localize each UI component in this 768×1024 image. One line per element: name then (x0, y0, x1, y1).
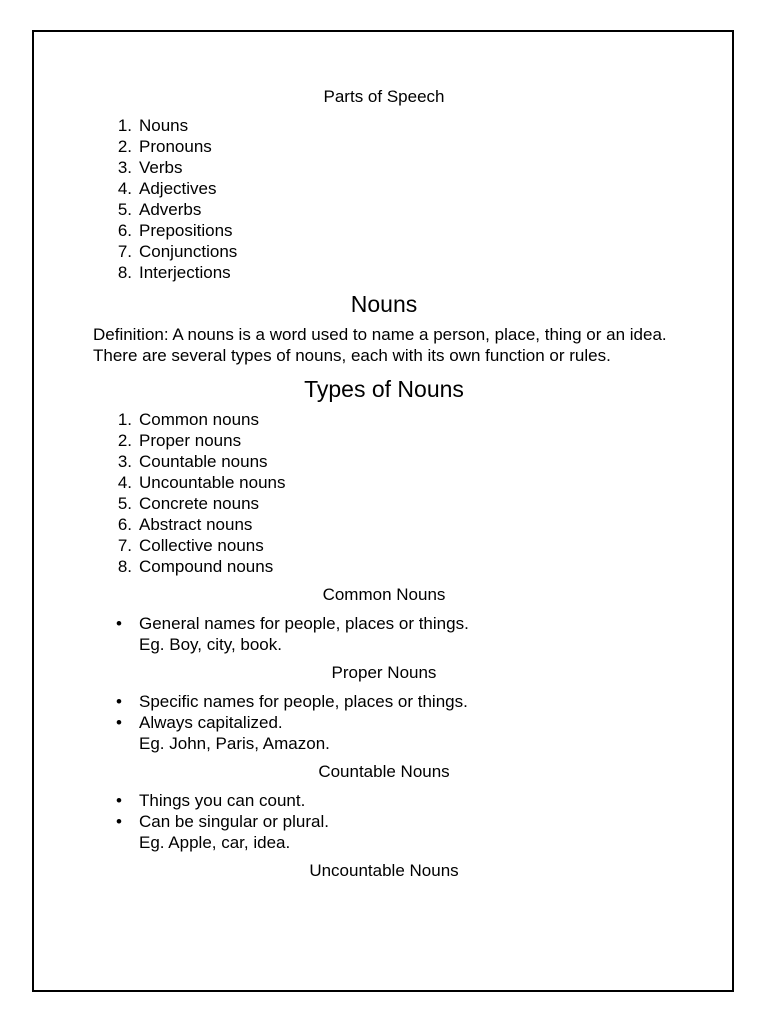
list-item: 5. Concrete nouns (117, 494, 260, 513)
list-item: 2. Pronouns (117, 137, 212, 156)
common-nouns-list (93, 613, 675, 634)
document-content (93, 84, 675, 883)
bullet-icon: • (116, 791, 122, 810)
list-item: • Can be singular or plural. (116, 812, 329, 831)
nouns-definition: Definition: A nouns is a word used to name a person, place, thing or an idea. There are several types of nouns, each with its own function or rules. (93, 325, 667, 365)
countable-nouns-title: Countable Nouns (318, 762, 450, 781)
list-item: 8. Compound nouns (117, 557, 274, 576)
list-item: 6. Abstract nouns (117, 515, 253, 534)
parts-of-speech-list (93, 115, 675, 283)
types-of-nouns-list (93, 409, 675, 577)
list-item: • Always capitalized. (116, 713, 283, 732)
parts-of-speech-title: Parts of Speech (323, 87, 445, 106)
common-nouns-example: Eg. Boy, city, book. (139, 635, 282, 654)
bullet-icon: • (116, 812, 122, 831)
countable-nouns-example: Eg. Apple, car, idea. (139, 833, 291, 852)
list-item: 8. Interjections (117, 263, 231, 282)
list-item: 5. Adverbs (117, 200, 202, 219)
nouns-heading: Nouns (350, 291, 418, 317)
list-item: • Specific names for people, places or things. (116, 692, 468, 711)
list-item: • Things you can count. (116, 791, 306, 810)
proper-nouns-list (93, 691, 675, 733)
uncountable-nouns-title: Uncountable Nouns (309, 861, 459, 880)
list-item: 1. Common nouns (117, 410, 260, 429)
types-of-nouns-heading: Types of Nouns (304, 376, 464, 402)
bullet-icon: • (116, 692, 122, 711)
list-item: 6. Prepositions (117, 221, 233, 240)
proper-nouns-title: Proper Nouns (331, 663, 437, 682)
list-item: 2. Proper nouns (117, 431, 242, 450)
list-item: 4. Uncountable nouns (117, 473, 286, 492)
bullet-icon: • (116, 713, 122, 732)
list-item: 3. Countable nouns (117, 452, 268, 471)
list-item: 7. Conjunctions (117, 242, 238, 261)
list-item: 3. Verbs (117, 158, 183, 177)
proper-nouns-example: Eg. John, Paris, Amazon. (139, 734, 330, 753)
list-item: • General names for people, places or things. (116, 614, 469, 633)
list-item: 1. Nouns (117, 116, 189, 135)
list-item: 4. Adjectives (117, 179, 217, 198)
common-nouns-title: Common Nouns (322, 585, 446, 604)
countable-nouns-list (93, 790, 675, 832)
list-item: 7. Collective nouns (117, 536, 264, 555)
bullet-icon: • (116, 614, 122, 633)
